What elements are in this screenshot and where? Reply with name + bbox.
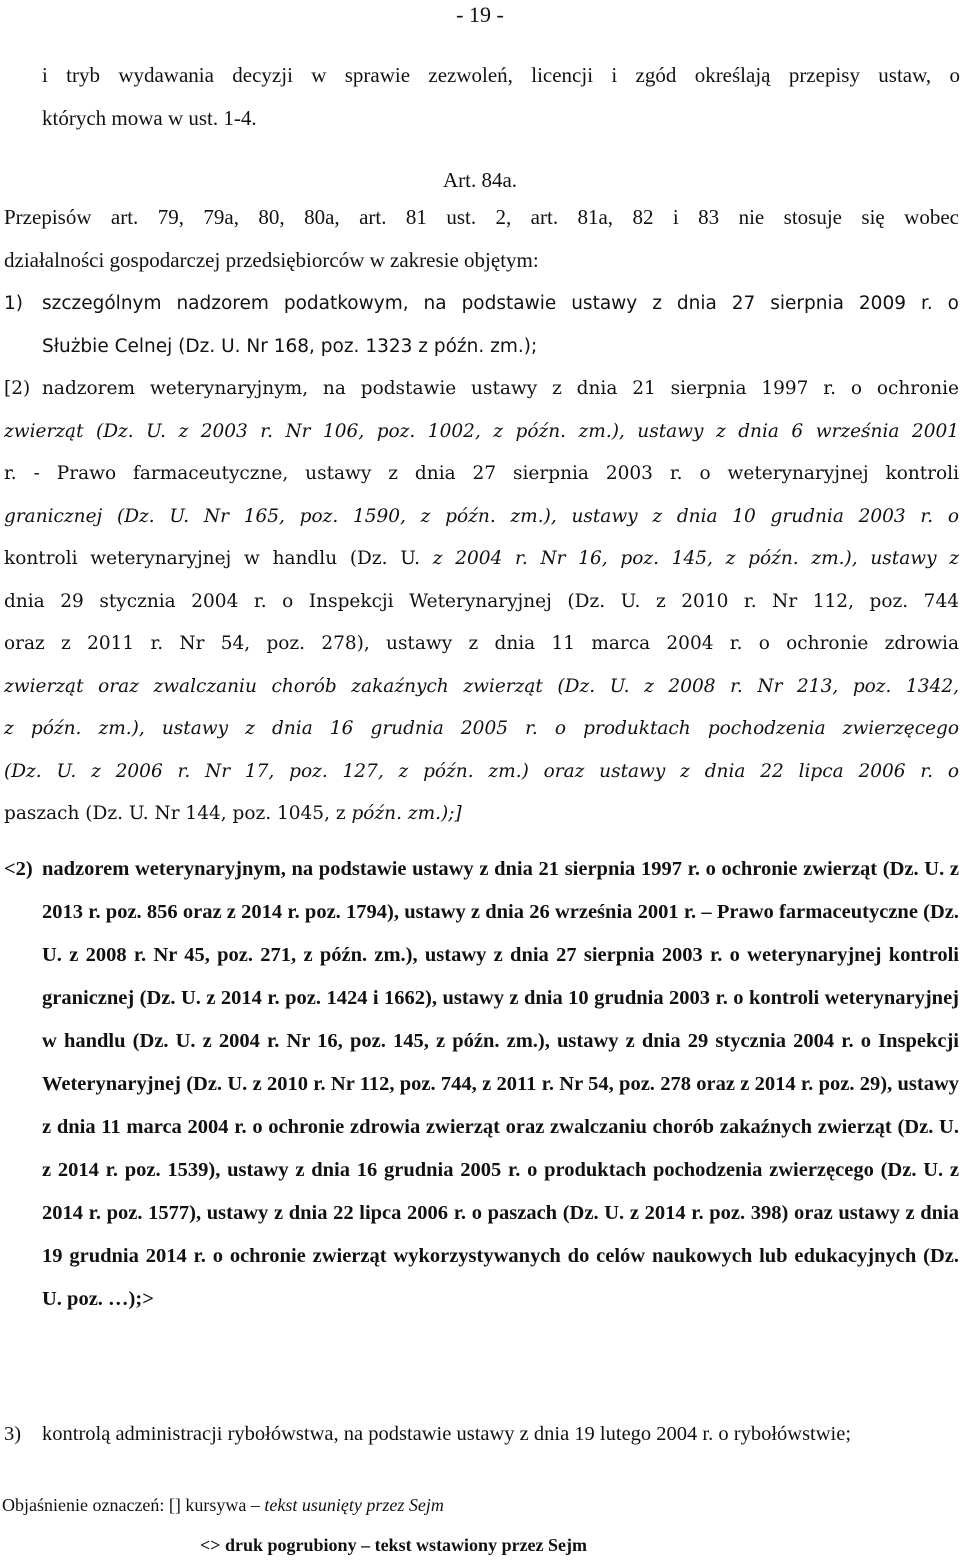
deleted-line: dnia 29 stycznia 2004 r. o Inspekcji Weterynaryjnej (Dz. U. z 2010 r. Nr 112, poz. 744 — [4, 590, 959, 612]
legend-line-2: <> druk pogrubiony – tekst wstawiony przez Sejm — [200, 1535, 588, 1555]
deleted-line: nadzorem weterynaryjnym, na podstawie ustawy z dnia 21 sierpnia 1997 r. o ochronie — [42, 378, 959, 399]
legend-line-1: Objaśnienie oznaczeń: [] kursywa – tekst usunięty przez Sejm — [2, 1495, 444, 1515]
deleted-line: zwierząt (Dz. U. z 2003 r. Nr 106, poz. 1002, z późn. zm.), ustawy z dnia 6 września 2001 — [4, 420, 959, 442]
list-item-text-continued: Służbie Celnej (Dz. U. Nr 168, poz. 1323 z późn. zm.); — [42, 335, 538, 357]
article-line-2: działalności gospodarczej przedsiębiorców w zakresie objętym: — [4, 247, 539, 272]
deleted-line: (Dz. U. z 2006 r. Nr 17, poz. 127, z późn. zm.) oraz ustawy z dnia 22 lipca 2006 r. o — [4, 760, 959, 782]
deleted-line: kontroli weterynaryjnej w handlu (Dz. U. z 2004 r. Nr 16, poz. 145, z późn. zm.), ustawy z — [4, 548, 959, 569]
inserted-item-2 — [4, 848, 959, 1321]
deleted-line: granicznej (Dz. U. Nr 165, poz. 1590, z późn. zm.), ustawy z dnia 10 grudnia 2003 r. o — [4, 505, 959, 527]
list-item-3 — [4, 1413, 959, 1456]
intro-line-2: których mowa w ust. 1-4. — [42, 105, 257, 130]
list-item-text: kontrolą administracji rybołówstwa, na podstawie ustawy z dnia 19 lutego 2004 r. o rybołówstwie; — [42, 1423, 852, 1445]
deleted-line: z późn. zm.), ustawy z dnia 16 grudnia 2005 r. o produktach pochodzenia zwierzęcego — [4, 718, 959, 739]
list-item-1 — [4, 283, 959, 368]
deleted-line: oraz z 2011 r. Nr 54, poz. 278), ustawy z dnia 11 marca 2004 r. o ochronie zdrowia — [4, 633, 959, 654]
list-item-number: <2) — [4, 858, 33, 880]
inserted-text: nadzorem weterynaryjnym, na podstawie ustawy z dnia 21 sierpnia 1997 r. o ochronie zwierząt (Dz. U. z 2013 r. poz. 856 oraz z 2014 r. poz. 1794), ustawy z dnia 26 września 2001 r. – Prawo farmaceutyczne (Dz. U. z 2008 r. Nr 45, poz. 271, z późn. zm.), ustawy z dnia 27 sierpnia 2003 r. o weterynaryjnej kontroli granicznej (Dz. U. z 2014 r. poz. 1424 i 1662), ustawy z dnia 10 grudnia 2003 r. o kontroli weterynaryjnej w handlu (Dz. U. z 2004 r. Nr 16, poz. 145, z późn. zm.), ustawy z dnia 29 stycznia 2004 r. o Inspekcji Weterynaryjnej (Dz. U. z 2010 r. Nr 112, poz. 744, z 2011 r. Nr 54, poz. 278 oraz z 2014 r. poz. 29), ustawy z dnia 11 marca 2004 r. o ochronie zdrowia zwierząt oraz zwalczaniu chorób zakaźnych zwierząt (Dz. U. z 2014 r. poz. 1539), ustawy z dnia 16 grudnia 2005 r. o produktach pochodzenia zwierzęcego (Dz. U. z 2014 r. poz. 1577), ustawy z dnia 22 lipca 2006 r. o paszach (Dz. U. z 2014 r. poz. 398) oraz ustawy z dnia 19 grudnia 2014 r. o ochronie zwierząt wykorzystywanych do celów naukowych lub edukacyjnych (Dz. U. poz. …);> — [42, 858, 959, 1310]
intro-paragraph — [42, 54, 960, 139]
list-item-number: 3) — [4, 1423, 22, 1445]
article-heading: Art. 84a. — [442, 168, 518, 192]
deleted-line: r. - Prawo farmaceutyczne, ustawy z dnia 27 sierpnia 2003 r. o weterynaryjnej kontroli — [4, 463, 959, 484]
deleted-line: paszach (Dz. U. Nr 144, poz. 1045, z późn. zm.);] — [4, 803, 462, 824]
page-number: - 19 - — [456, 2, 504, 27]
deleted-line: zwierząt oraz zwalczaniu chorób zakaźnych zwierząt (Dz. U. z 2008 r. Nr 213, poz. 1342, — [4, 675, 959, 697]
intro-line-1: i tryb wydawania decyzji w sprawie zezwoleń, licencji i zgód określają przepisy ustaw, o — [42, 63, 960, 87]
article-line-1: Przepisów art. 79, 79a, 80, 80a, art. 81 ust. 2, art. 81a, 82 i 83 nie stosuje się wobec — [4, 205, 959, 229]
list-item-number: 1) — [4, 293, 23, 314]
article-body — [4, 196, 959, 281]
list-item-text: szczególnym nadzorem podatkowym, na podstawie ustawy z dnia 27 sierpnia 2009 r. o — [42, 293, 959, 314]
list-item-number: [2) — [4, 378, 31, 399]
deleted-item-2 — [4, 368, 959, 836]
